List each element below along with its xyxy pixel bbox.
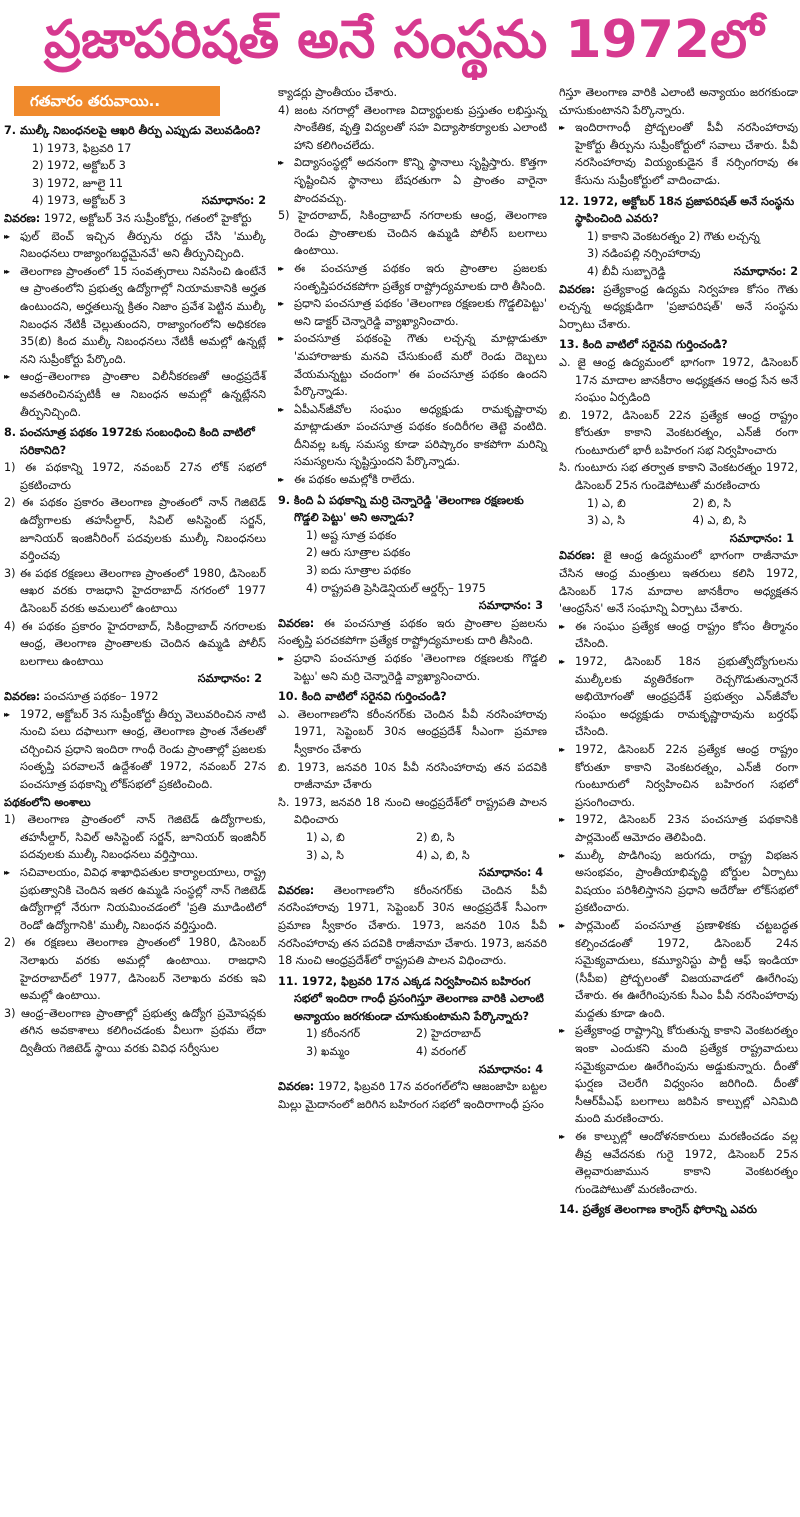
bullet-point: ▸▸ ఇందిరాగాంధీ ప్రోద్బలంతో పీవీ నరసింహారావు హైకోర్టు తీర్పును సుప్రీంకోర్టులో సవాలు చేశారు. పీవీ నరసింహారావు వియ్యంకుడైన కే నర్సింగరావు ఈ కేసును సుప్రీంకోర్టులో వాదించాడు.: [559, 119, 798, 189]
explanation-label: వివరణ:: [559, 549, 596, 563]
column-1-content: [4, 122, 266, 1057]
answer: సమాధానం: 2: [197, 672, 262, 686]
numbered-point: 3) ఈ పథక రక్షణలు తెలంగాణ ప్రాంతంలో 1980, డిసెంబర్ ఆఖర వరకు రాజధాని హైదరాబాద్ నగరంలో 1977 డిసెంబర్ వరకు అమలులో ఉంటాయి: [4, 566, 266, 616]
option-pair: [278, 1025, 547, 1043]
bullet-point: ▸▸ 1972, డిసెంబర్ 18న ప్రభుత్వోద్యోగులను ముల్కీలకు వ్యతిరేకంగా రెచ్చగొడుతున్నారనే అభియోగంతో ఆంధ్రప్రదేశ్ ప్రభుత్వం ఎన్‌జీవోల సంఘం అధ్యక్షుడు రామకృష్ణారావును బర్తరఫ్ చేసింది.: [559, 653, 798, 741]
section-heading: పథకంలోని అంశాలు: [4, 795, 91, 809]
numbered-point: 1) ఈ పథకాన్ని 1972, నవంబర్ 27న లోక్ సభలో ప్రకటించారు: [4, 461, 266, 492]
numbered-point: 3) ఆంధ్ర–తెలంగాణ ప్రాంతాల్లో ప్రభుత్వ ఉద్యోగ ప్రమోషన్లకు తగిన అవకాశాలు కలిగించడంకు వీలుగా ప్రథమ లేదా ద్వితీయ గెజిటెడ్ స్థాయి వరకు వివిధ సర్వీసుల: [4, 1006, 266, 1055]
bullet-point: ▸▸ ఏపీఎన్‌జీవోల సంఘం అధ్యక్షుడు రామకృష్ణారావు మాట్లాడుతూ పంచసూత్ర పథకం కందిరీగల తెట్టె వంటిది. దీనివల్ల ఒక్క సమస్య కూడా పరిష్కారం కాకపోగా మరిన్ని సమస్యలను సృష్టిస్తుందని పేర్కొన్నాడు.: [278, 401, 547, 471]
answer: సమాధానం: 1: [729, 531, 794, 545]
option: 1) ఎ, బి: [587, 496, 626, 510]
option-pair: [278, 829, 547, 847]
bullet-point: ▸▸ ఈ పంచసూత్ర పథకం ఇరు ప్రాంతాల ప్రజలకు సంతృప్తిపరచకపోగా ప్రత్యేక రాష్ట్రోద్యమాలకు దారి తీసింది.: [278, 260, 547, 295]
option-with-answer: [4, 192, 266, 210]
numbered-point: ఎ. జై ఆంధ్ర ఉద్యమంలో భాగంగా 1972, డిసెంబర్ 17న మాదాల జానకీరాం అధ్యక్షతన ఆంధ్ర సేన అనే సంఘం ఏర్పడింది: [559, 355, 798, 405]
option: 4) వరంగల్: [416, 1045, 466, 1059]
bullet-point: ▸▸ ఆంధ్ర–తెలంగాణ ప్రాంతాల విలీనీకరణతో ఆంధ్రప్రదేశ్ అవతరించినప్పటికీ ఆ నిబంధన అమల్లో ఉన్నట్లేనని తీర్పునిచ్చింది.: [4, 368, 266, 421]
option: 1) కరీంనగర్: [306, 1027, 361, 1041]
explanation: [278, 615, 547, 650]
column-3-content: [559, 84, 798, 1219]
option: 2) బి, సి: [416, 830, 455, 844]
explanation: [278, 1078, 547, 1113]
answer: సమాధానం: 4: [478, 1062, 543, 1076]
bullet-point: ▸▸ ప్రధాని పంచసూత్ర పథకం 'తెలంగాణ రక్షణలకు గొడ్డలిపెట్టు' అని డాక్టర్ చెన్నారెడ్డి వ్యాఖ్యానించారు.: [278, 295, 547, 330]
question: 10. కింది వాటిలో సరైనవి గుర్తించండి?: [278, 690, 447, 704]
numbered-point: 5) హైదరాబాద్, సికింద్రాబాద్ నగరాలకు ఆంధ్ర, తెలంగాణ రెండు ప్రాంతాలకు చెందిన ఉమ్మడి పోలీస్ బలగాలు ఉంటాయి.: [278, 209, 547, 258]
answer: సమాధానం: 2: [733, 264, 798, 278]
bullet-point: ▸▸ ఈ కాల్పుల్లో ఆందోళనకారులు మరణించడం వల్ల తీవ్ర ఆవేదనకు గురై 1972, డిసెంబర్ 25న తెల్లవారుజామున కాకాని వెంకటరత్నం గుండెపోటుతో మరణించారు.: [559, 1128, 798, 1198]
explanation-text: 1972, ఫిబ్రవరి 17న వరంగల్‌లోని ఆజంజాహి బట్టల మిల్లు మైదానంలో జరిగిన బహిరంగ సభలో ఇందిరాగాంధీ ప్రసం: [278, 1080, 547, 1111]
explanation-label: వివరణ:: [559, 282, 596, 296]
option: 2) హైదరాబాద్: [416, 1027, 481, 1041]
numbered-point: 2) ఈ రక్షణలు తెలంగాణ ప్రాంతంలో 1980, డిసెంబర్ నెలాఖరు వరకు అమల్లో ఉంటాయి. రాజధాని హైదరాబాద్‌లో 1977, డిసెంబర్ నెలాఖరు వరకు ఇవి అమల్లో ఉంటాయి.: [4, 936, 266, 1003]
bullet-point: ▸▸ ఫుల్ బెంచ్ ఇచ్చిన తీర్పును రద్దు చేసి 'ముల్కీ నిబంధనలు రాజ్యాంగబద్ధమైనవే' అని తీర్పునిచ్చింది.: [4, 228, 266, 263]
explanation: [4, 688, 266, 706]
explanation-text: ప్రత్యేకాంధ్ర ఉద్యమ నిర్వహణ కోసం గౌతు లచ్చన్న అధ్యక్షుడిగా 'ప్రజాపరిషత్' అనే సంస్థను ఏర్పాటు చేశారు.: [559, 282, 798, 331]
option: 3) ఐదు సూత్రాల పథకం: [306, 564, 411, 578]
bullet-point: ▸▸ ప్రధాని పంచసూత్ర పథకం 'తెలంగాణ రక్షణలకు గొడ్డలి పెట్టు' అని మర్రి చెన్నారెడ్డి వ్యాఖ్యానించారు.: [278, 650, 547, 685]
explanation: [278, 882, 547, 970]
option: 3) ఎ, సి: [587, 514, 625, 528]
paragraph: క్యాడర్లు ప్రాంతీయం చేశారు.: [278, 86, 398, 99]
column-1: [0, 84, 272, 1514]
option: 3) నడింపల్లి నర్సింహారావు: [587, 247, 701, 261]
numbered-point: సి. 1973, జనవరి 18 నుంచి ఆంధ్రప్రదేశ్‌లో రాష్ట్రపతి పాలన విధించారు: [278, 795, 547, 827]
option: 1) కాకాని వెంకటరత్నం 2) గౌతు లచ్చన్న: [587, 229, 760, 243]
bullet-point: ▸▸ ఈ పథకం అమల్లోకి రాలేదు.: [278, 471, 547, 489]
explanation-text: పంచసూత్ర పథకం– 1972: [40, 690, 159, 703]
explanation-text: తెలంగాణలోని కరీంనగర్‌కు చెందిన పీవీ నరసింహారావు 1971, సెప్టెంబర్ 30న ఆంధ్రప్రదేశ్ సీఎంగా ప్రమాణ స్వీకారం చేశారు. 1973, జనవరి 10న పీవీ నరసింహారావు తన పదవికి రాజీనామా చేశారు. 1973, జనవరి 18 నుంచి ఆంధ్రప్రదేశ్‌లో రాష్ట్రపతి పాలన విధించారు.: [278, 883, 547, 968]
option-pair: [278, 847, 547, 865]
answer: సమాధానం: 3: [478, 599, 543, 613]
option-pair: [278, 1043, 547, 1061]
explanation-label: వివరణ:: [278, 883, 315, 897]
bullet-point: ▸▸ పంచసూత్ర పథకంపై గౌతు లచ్చన్న మాట్లాడుతూ 'మహారాజుకు మనవి చేసుకుంటే మరో రెండు దెబ్బలు వేయమన్నట్టు చందంగా' ఈ పంచసూత్ర పథకం ఉందని పేర్కొన్నాడు.: [278, 330, 547, 400]
option: 4) రాష్ట్రపతి ప్రెసిడెన్షియల్ ఆర్డర్స్– 1975: [306, 581, 486, 595]
option: 4) ఎ, బి, సి: [416, 848, 470, 862]
option: 1) ఎ, బి: [306, 830, 345, 844]
bullet-point: ▸▸ సచివాలయం, వివిధ శాఖాధిపతుల కార్యాలయాలు, రాష్ట్ర ప్రభుత్వానికి చెందిన ఇతర ఉమ్మడి సంస్థల్లో నాన్ గెజిటెడ్ ఉద్యోగాల్లో నేరుగా నియమించడంలో 'ప్రతి మూడింటిలో రెండో ఉద్యోగానికి' ముల్కీ నిబంధన వర్తిస్తుంది.: [4, 864, 266, 934]
explanation-label: వివరణ:: [278, 616, 315, 630]
question: 11. 1972, ఫిబ్రవరి 17న ఎక్కడ నిర్వహించిన బహిరంగ సభలో ఇందిరా గాంధీ ప్రసంగిస్తూ తెలంగాణ వారికి ఎలాంటి అన్యాయం జరగకుండా చూసుకుంటామని పేర్కొన్నారు?: [278, 974, 544, 1023]
continued-banner: గతవారం తరువాయి..: [14, 86, 220, 116]
paragraph: గిస్తూ తెలంగాణ వారికి ఎలాంటి అన్యాయం జరగకుండా చూసుకుంటానని పేర్కొన్నారు.: [559, 86, 798, 117]
option: 2) ఆరు సూత్రాల పథకం: [306, 546, 411, 560]
option: 2) 1972, అక్టోబర్ 3: [32, 159, 126, 173]
column-2-content: [278, 84, 547, 1113]
question: 13. కింది వాటిలో సరైనవి గుర్తించండి?: [559, 338, 728, 352]
bullet-point: ▸▸ ప్రత్యేకాంధ్ర రాష్ట్రాన్ని కోరుతున్న కాకాని వెంకటరత్నం ఇంకా ఎందుకని మంది ప్రత్యేక రాష్ట్రవాదులు సమైక్యవాదుల ఊరేగింపును అడ్డుకున్నారు. దీంతో ఘర్షణ చెలరేగి విధ్వంసం జరిగింది. దీంతో సీఆర్‌పీఎఫ్ బలగాలు జరిపిన కాల్పుల్లో ఎనిమిది మంది మరణించారు.: [559, 1022, 798, 1128]
question: 14. ప్రత్యేక తెలంగాణ కాంగ్రెస్ ఫోరాన్ని ఎవరు: [559, 1203, 757, 1217]
option-pair: [559, 495, 798, 513]
answer: సమాధానం: 4: [478, 866, 543, 880]
numbered-point: 4) జంట నగరాల్లో తెలంగాణ విద్యార్థులకు ప్రస్తుతం లభిస్తున్న సాంకేతిక, వృత్తి విద్యలతో సహ విద్యాసౌకర్యాలకు ఎలాంటి హాని కలిగించలేదు.: [278, 103, 547, 152]
column-2: [272, 84, 553, 1514]
column-3: [553, 84, 800, 1514]
option: 1) 1973, ఫిబ్రవరి 17: [32, 141, 132, 155]
bullet-point: ▸▸ తెలంగాణ ప్రాంతంలో 15 సంవత్సరాలు నివసించి ఉంటేనే ఆ ప్రాంతంలోని ప్రభుత్వ ఉద్యోగాల్లో నియామకానికి అర్హత ఉంటుందని, అర్హతలున్న క్రితం నిజాం ప్రవేశ పెట్టిన ముల్కీ నిబంధన నేటికీ చెల్లుతుందని, రాజ్యాంగంలోని అధికరణ 35(బి) కింద ముల్కీ నిబంధనలు నేటికీ అమల్లో ఉన్నట్లే నని సుప్రీంకోర్టు పేర్కొంది.: [4, 263, 266, 369]
option-pair: [559, 512, 798, 530]
bullet-point: ▸▸ విద్యాసంస్థల్లో అదనంగా కొన్ని స్థానాలు సృష్టిస్తారు. కొత్తగా సృష్టించిన స్థానాలు బేషరతుగా ఏ ప్రాంతం వారైనా పొందవచ్చు.: [278, 154, 547, 207]
article-columns: [0, 84, 800, 1514]
explanation-text: జై ఆంధ్ర ఉద్యమంలో భాగంగా రాజీనామా చేసిన ఆంధ్ర మంత్రులు ఇతరులు కలిసి 1972, డిసెంబర్ 17న మాదాల జానకీరాం అధ్యక్షతన 'ఆంధ్రసేన' అనే సంఘాన్ని ఏర్పాటు చేశారు.: [559, 549, 798, 616]
option: 4) బీవీ సుబ్బారెడ్డి: [587, 264, 666, 278]
option: 3) ఎ, సి: [306, 848, 344, 862]
explanation-label: వివరణ:: [4, 211, 41, 225]
numbered-point: బి. 1973, జనవరి 10న పీవీ నరసింహారావు తన పదవికి రాజీనామా చేశారు: [278, 760, 547, 792]
answer: సమాధానం: 2: [201, 194, 266, 208]
bullet-point: ▸▸ 1972, డిసెంబర్ 22న ప్రత్యేక ఆంధ్ర రాష్ట్రం కోరుతూ కాకాని వెంకటరత్నం, ఎన్‌జీ రంగా గుంటూరులో నిర్వహించిన బహిరంగ సభలో ప్రసంగించారు.: [559, 741, 798, 811]
bullet-point: ▸▸ ఈ సంఘం ప్రత్యేక ఆంధ్ర రాష్ట్రం కోసం తీర్మానం చేసింది.: [559, 618, 798, 653]
numbered-point: 1) తెలంగాణ ప్రాంతంలో నాన్ గెజిటెడ్ ఉద్యోగాలకు, తహసీల్దార్, సివిల్ అసిస్టెంట్ సర్జన్, జూనియర్ ఇంజినీర్ పదవులకు ముల్కీ నిబంధనలు వర్తిస్తాయి.: [4, 813, 266, 862]
question: 7. ముల్కీ నిబంధనలపై ఆఖరి తీర్పు ఎప్పుడు వెలువడింది?: [4, 124, 261, 137]
explanation: [559, 547, 798, 617]
numbered-point: సి. గుంటూరు సభ తర్వాత కాకాని వెంకటరత్నం 1972, డిసెంబర్ 25న గుండెపోటుతో మరణించారు: [559, 461, 798, 493]
bullet-point: ▸▸ పార్లమెంట్ పంచసూత్ర ప్రణాళికకు చట్టబద్ధత కల్పించడంతో 1972, డిసెంబర్ 24న సమైక్యవాదులు, కమ్యూనిస్టు పార్టీ ఆఫ్ ఇండియా (సీపీఐ) ప్రోద్బలంతో విజయవాడలో ఊరేగింపు చేశారు. ఈ ఊరేగింపునకు సీఎం పీవీ నరసింహారావు మద్దతు కూడా ఉంది.: [559, 917, 798, 1023]
option: 4) ఎ, బి, సి: [692, 514, 747, 528]
option: 1) అష్ట సూత్ర పథకం: [306, 528, 397, 542]
question: 8. పంచసూత్ర పథకం 1972కు సంబంధించి కింది వాటిలో సరికానిది?: [4, 426, 255, 457]
bullet-point: ▸▸ ముల్కీ పొడిగింపు జరుగదు, రాష్ట్ర విభజన అసంభవం, ప్రాంతీయాభివృద్ధి బోర్డుల ఏర్పాటు విషయం పరిశీలిస్తానని ప్రధాని అదేరోజు లోక్‌సభలో ప్రకటించారు.: [559, 847, 798, 917]
explanation-text: 1972, అక్టోబర్ 3న సుప్రీంకోర్టు, గతంలో హైకోర్టు: [40, 211, 252, 225]
option-with-answer: [559, 263, 798, 281]
option: 3) ఖమ్మం: [306, 1045, 350, 1059]
option: 4) 1973, అక్టోబర్ 3: [32, 194, 126, 208]
option: 3) 1972, జూలై 11: [32, 176, 124, 190]
explanation-label: వివరణ:: [4, 690, 41, 703]
explanation: [4, 210, 266, 228]
headline: ప్రజాపరిషత్ అనే సంస్థను 1972లో: [44, 10, 764, 70]
bullet-point: ▸▸ 1972, అక్టోబర్ 3న సుప్రీంకోర్టు తీర్పు వెలువరించిన నాటి నుంచి పలు దఫాలుగా ఆంధ్ర, తెలంగాణ ప్రాంత నేతలతో చర్చించిన ప్రధాని ఇందిరా గాంధీ రెండు ప్రాంతాల్లో ప్రజలకు సంతృప్తి పరవాలనే ఉద్దేశంతో 1972, నవంబర్ 27న పంచసూత్ర పథకాన్ని లోక్‌సభలో ప్రకటించింది.: [4, 706, 266, 794]
option: 2) బి, సి: [692, 496, 732, 510]
explanation-label: వివరణ:: [278, 1080, 315, 1094]
explanation-text: ఈ పంచసూత్ర పథకం ఇరు ప్రాంతాల ప్రజలను సంతృప్తి పరచకపోగా ప్రత్యేక రాష్ట్రోద్యమాలకు దారి తీసింది.: [278, 616, 547, 648]
numbered-point: ఎ. తెలంగాణలోని కరీంనగర్‌కు చెందిన పీవీ నరసింహారావు 1971, సెప్టెంబర్ 30న ఆంధ్రప్రదేశ్ సీఎంగా ప్రమాణ స్వీకారం చేశారు: [278, 707, 547, 756]
numbered-point: బి. 1972, డిసెంబర్ 22న ప్రత్యేక ఆంధ్ర రాష్ట్రం కోరుతూ కాకాని వెంకటరత్నం, ఎన్‌జీ రంగా గుంటూరులో భారీ బహిరంగ సభ నిర్వహించారు: [559, 408, 798, 457]
numbered-point: 2) ఈ పథకం ప్రకారం తెలంగాణ ప్రాంతంలో నాన్ గెజిటెడ్ ఉద్యోగాలకు తహసీల్దార్, సివిల్ అసిస్టెంట్ సర్జన్, జూనియర్ ఇంజినీరింగ్ పదవులకు ముల్కీ నిబంధనలు వర్తించవు: [4, 496, 266, 563]
question: 9. కింది ఏ పథకాన్ని మర్రి చెన్నారెడ్డి 'తెలంగాణ రక్షణలకు గొడ్డలి పెట్టు' అని అన్నాడు?: [278, 493, 524, 525]
question: 12. 1972, అక్టోబర్ 18న ప్రజాపరిషత్ అనే సంస్థను స్థాపించింది ఎవరు?: [559, 194, 795, 226]
numbered-point: 4) ఈ పథకం ప్రకారం హైదరాబాద్, సికింద్రాబాద్ నగరాలకు ఆంధ్ర, తెలంగాణ ప్రాంతాలకు చెందిన ఉమ్మడి పోలీస్ బలగాలు ఉంటాయి: [4, 619, 266, 668]
explanation: [559, 281, 798, 334]
bullet-point: ▸▸ 1972, డిసెంబర్ 23న పంచసూత్ర పథకానికి పార్లమెంట్ ఆమోదం తెలిపింది.: [559, 811, 798, 846]
